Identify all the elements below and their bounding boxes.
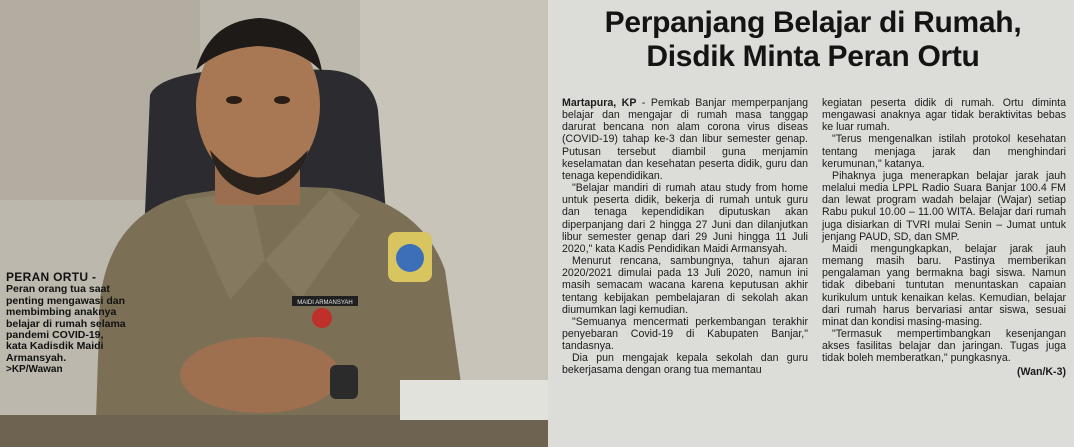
paragraph bbox=[562, 97, 808, 182]
caption-heading: PERAN ORTU - bbox=[6, 270, 97, 284]
paragraph: "Semuanya mencermati perkembangan terakhir penyebaran Covid-19 di Kabupaten Banjar," tandasnya. bbox=[562, 315, 808, 353]
paragraph: kegiatan peserta didik di rumah. Ortu diminta mengawasi anaknya agar tidak beraktivitas bebas ke luar rumah. bbox=[822, 97, 1066, 134]
article-headline bbox=[556, 6, 1070, 74]
headline-line-1: Perpanjang Belajar di Rumah, bbox=[604, 6, 1022, 39]
paragraph: Dia pun mengajak kepala sekolah dan guru bekerjasama dengan orang tua memantau bbox=[562, 352, 808, 377]
article-column-1 bbox=[562, 97, 808, 377]
author-signoff: (Wan/K-3) bbox=[1016, 366, 1066, 379]
photo-credit: >KP/Wawan bbox=[6, 364, 63, 376]
uniform-name-tag: MAIDI ARMANSYAH bbox=[297, 300, 353, 306]
dateline: Martapura, KP bbox=[562, 97, 637, 109]
paragraph: "Terus mengenalkan istilah protokol kesehatan tentang menjaga jarak dan menghindari kerumunan," katanya. bbox=[822, 133, 1066, 170]
paragraph: Maidi mengungkapkan, belajar jarak jauh memang masih baru. Pastinya memberikan pengalaman yang bermakna bagi siswa. Namun tidak dibebani tuntutan menuntaskan capaian kurikulum untuk kenaikan kelas. Kemudian, belajar dari rumah harus bervariasi antar siswa, sesuai minat dan kondisi masing-masing. bbox=[822, 242, 1066, 328]
photo-caption bbox=[6, 272, 126, 376]
headline-line-2: Disdik Minta Peran Ortu bbox=[646, 40, 980, 73]
article-column-2 bbox=[822, 97, 1066, 379]
paragraph-text: - Pemkab Banjar memperpanjang belajar dan mengajar di rumah masa tanggap darurat bencana non alam corona virus diseas (COVID-19) tahap ke-3 dan libur semester genap. Putusan tersebut diambil guna menjamin keselamatan dan kesehatan peserta didik, guru dan tenaga kependidikan. bbox=[562, 97, 808, 182]
paragraph: Pihaknya juga menerapkan belajar jarak jauh melalui media LPPL Radio Suara Banjar 100.4 FM dan lewat program wadah belajar (Wajar) setiap Rabu pukul 10.00 – 11.00 WITA. Belajar dari rumah juga disiarkan di TVRI mulai Senin – Jumat untuk jenjang PAUD, SD, dan SMP. bbox=[822, 169, 1066, 243]
paragraph: "Belajar mandiri di rumah atau study from home untuk peserta didik, bekerja di rumah untuk guru dan tenaga kependidikan diputuskan akan diperpanjang dari 2 hingga 27 Juni dan dilanjutkan libur semester genap dari 29 Juni hingga 11 Juli 2020," kata Kadis Pendidikan Maidi Armansyah. bbox=[562, 182, 808, 255]
paragraph: Menurut rencana, sambungnya, tahun ajaran 2020/2021 dimulai pada 13 Juli 2020, namun ini masih semacam wacana karena keputusan akhir tentang kebijakan pembelajaran di sekolah akan diumumkan lagi kemudian. bbox=[562, 255, 808, 316]
paragraph: "Termasuk mempertimbangkan kesenjangan akses fasilitas belajar dan jaringan. Tugas juga tidak boleh memberatkan," pungkasnya. bbox=[822, 327, 1066, 365]
caption-body: Peran orang tua saat penting mengawasi dan membimbing anaknya belajar di rumah selama pandemi COVID-19, kata Kadisdik Maidi Armansyah. bbox=[6, 283, 126, 364]
